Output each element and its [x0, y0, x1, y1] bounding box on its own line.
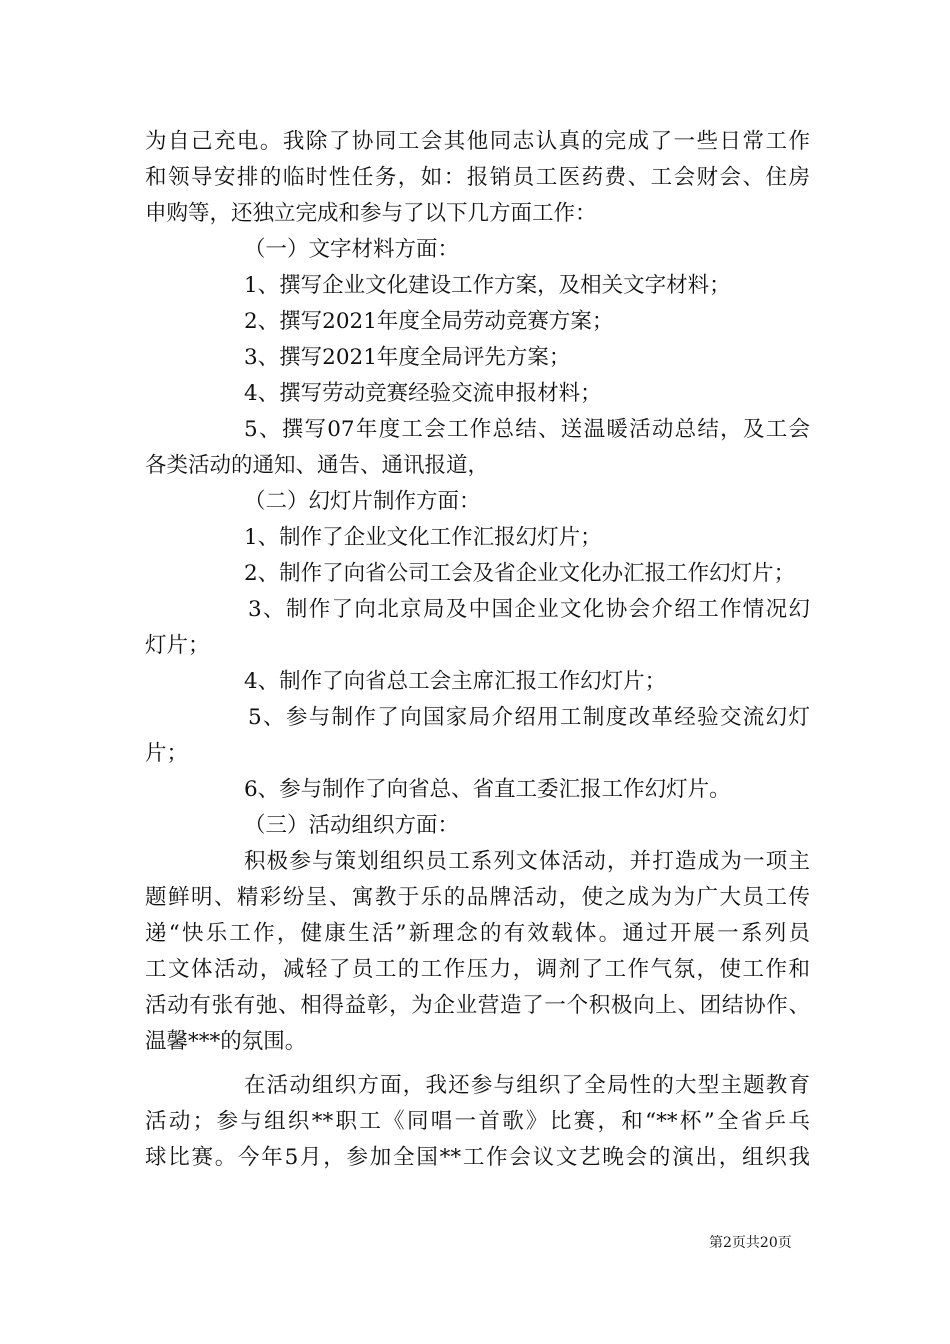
paragraph-line: 活动有张有弛、相得益彰，为企业营造了一个积极向上、团结协作、 — [145, 993, 810, 1018]
section-heading: （一）文字材料方面： — [244, 237, 460, 262]
paragraph-line: 为自己充电。我除了协同工会其他同志认真的完成了一些日常工作 — [145, 129, 810, 154]
paragraph-line: 工文体活动，减轻了员工的工作压力，调剂了工作气氛，使工作和 — [145, 957, 810, 982]
paragraph-line: 球比赛。今年5月，参加全国**工作会议文艺晚会的演出，组织我 — [145, 1145, 810, 1170]
paragraph-line: 题鲜明、精彩纷呈、寓教于乐的品牌活动，使之成为为广大员工传 — [145, 885, 810, 910]
paragraph-line: 在活动组织方面，我还参与组织了全局性的大型主题教育 — [244, 1073, 810, 1098]
list-item-continuation: 灯片； — [145, 633, 210, 658]
list-item: 1、撰写企业文化建设工作方案，及相关文字材料； — [244, 273, 731, 298]
paragraph-line: 积极参与策划组织员工系列文体活动，并打造成为一项主 — [244, 849, 810, 874]
page-number: 第2页共20页 — [709, 1235, 792, 1251]
section-heading: （二）幻灯片制作方面： — [244, 489, 481, 514]
list-item: 5、撰写07年度工会工作总结、送温暖活动总结，及工会 — [244, 417, 810, 442]
paragraph-line: 温馨***的氛围。 — [145, 1029, 307, 1054]
list-item: 2、制作了向省公司工会及省企业文化办汇报工作幻灯片； — [244, 561, 796, 586]
list-item-continuation: 片； — [145, 741, 189, 766]
list-item: 3、制作了向北京局及中国企业文化协会介绍工作情况幻 — [248, 597, 810, 622]
paragraph-line: 递“快乐工作，健康生活”新理念的有效载体。通过开展一系列员 — [145, 921, 810, 946]
section-heading: （三）活动组织方面： — [244, 813, 460, 838]
paragraph-line: 申购等，还独立完成和参与了以下几方面工作： — [145, 201, 597, 226]
paragraph-line: 活动；参与组织**职工《同唱一首歌》比赛，和“**杯”全省乒乓 — [145, 1109, 810, 1134]
list-item: 2、撰写2021年度全局劳动竞赛方案； — [244, 309, 614, 334]
paragraph-line: 和领导安排的临时性任务，如：报销员工医药费、工会财会、住房 — [145, 165, 810, 190]
list-item: 3、撰写2021年度全局评先方案； — [244, 345, 571, 370]
list-item: 4、撰写劳动竞赛经验交流申报材料； — [244, 381, 602, 406]
list-item: 5、参与制作了向国家局介绍用工制度改革经验交流幻灯 — [248, 705, 810, 730]
list-item: 4、制作了向省总工会主席汇报工作幻灯片； — [244, 669, 667, 694]
list-item: 1、制作了企业文化工作汇报幻灯片； — [244, 525, 602, 550]
list-item: 6、参与制作了向省总、省直工委汇报工作幻灯片。 — [244, 777, 731, 802]
list-item-continuation: 各类活动的通知、通告、通讯报道， — [145, 453, 490, 478]
